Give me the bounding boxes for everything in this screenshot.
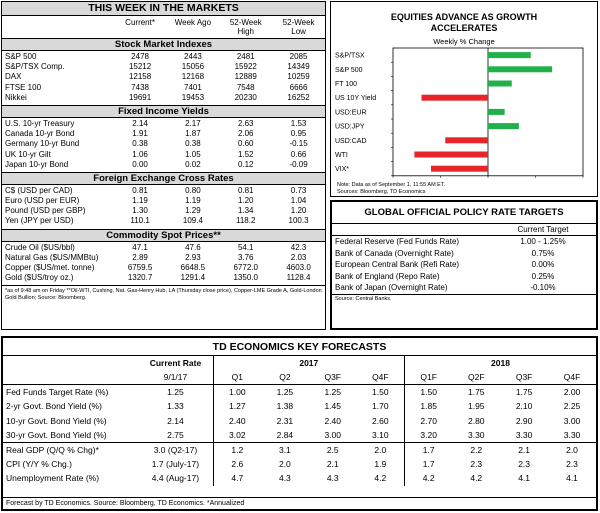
row-value: 0.00 [132,159,148,169]
forecast-value: 2.3 [518,458,531,469]
row-value: 7401 [184,82,202,92]
row-label: UK 10-yr Gilt [5,149,51,159]
policy-row [332,282,596,294]
section-title: Fixed Income Yields [2,105,325,118]
policy-row [332,236,596,248]
row-value: 1291.4 [180,273,206,283]
forecast-value: 1.2 [213,442,261,456]
row-value: 1.05 [185,149,201,159]
policy-row [332,271,596,283]
forecast-value: 1.25 [276,387,294,398]
forecast-value: 2.2 [470,444,483,455]
forecast-label: Fed Funds Target Rate (%) [6,387,109,398]
row-value: 0.60 [237,139,254,149]
forecast-value: 3.10 [372,429,389,440]
forecast-row [3,442,596,456]
chart-category-label: FT 100 [335,81,358,88]
market-row [2,83,325,93]
row-value: 2.89 [132,252,148,262]
forecast-value: 4.2 [470,473,483,484]
forecast-value: 2.10 [515,401,533,412]
forecast-value: 1.95 [467,401,485,412]
forecast-value: 1.27 [213,399,261,413]
forecast-value: 2.6 [213,457,261,471]
row-value: 1128.4 [286,273,311,283]
forecast-value: 1.50 [372,387,389,398]
row-value: 6759.5 [127,263,153,272]
policy-label: Bank of England (Repo Rate) [335,271,440,281]
row-value: 2.06 [237,129,254,139]
forecast-value: 3.00 [324,429,341,440]
row-value: 1.06 [132,149,148,159]
forecast-label: Real GDP (Q/Q % Chg)* [6,444,99,455]
forecast-value: 4.1 [566,473,578,484]
row-value: 14349 [287,62,310,72]
market-row [2,150,325,160]
row-value: 54.1 [237,242,254,252]
row-value: 1350.0 [233,273,258,283]
row-value: 0.38 [132,139,148,149]
row-value: 7438 [131,82,149,92]
col-week-ago: Week Ago [174,18,212,27]
forecast-value: 1.38 [276,401,294,412]
row-value: 1.20 [237,196,254,206]
forecast-row [3,471,596,485]
market-row [2,243,325,253]
market-row [2,206,325,216]
policy-value: -0.10% [530,283,556,292]
market-row [2,139,325,149]
market-row [2,186,325,196]
row-value: -0.09 [289,159,308,169]
policy-value: 0.75% [531,248,555,258]
row-value: 1.91 [132,129,148,139]
policy-row [332,248,596,260]
policy-body [332,235,596,294]
chart-title: EQUITIES ADVANCE AS GROWTH ACCELERATES [390,12,538,33]
forecast-value: 2.5 [326,444,339,455]
forecast-label: 10-yr Govt. Bond Yield (%) [6,415,107,426]
forecast-value: 3.30 [563,429,581,440]
row-value: 2085 [289,52,308,61]
row-value: 4603.0 [286,263,311,272]
quarter-header: Q4F [372,372,389,383]
market-row [2,263,325,273]
row-value: 2.14 [132,118,148,128]
chart-category-label: USD:EUR [335,109,367,117]
row-value: -0.15 [289,139,308,149]
forecast-value: 4.2 [374,473,387,484]
row-label: Copper ($US/met. tonne) [5,263,95,272]
quarter-header: Q4F [563,372,581,383]
chart-note: Note: Data as of September 1, 11:55 AM ET. Sources: Bloomberg, TD Economics [337,182,446,195]
forecast-current: 1.7 (July-17) [151,458,200,469]
forecast-current: 2.75 [167,429,184,440]
row-value: 1320.7 [127,273,153,283]
row-value: 0.12 [237,159,254,169]
chart-bar [431,166,488,172]
row-label: U.S. 10-yr Treasury [5,118,75,128]
forecast-value: 2.90 [515,415,533,426]
forecast-row [3,385,596,399]
row-label: Nikkei [5,92,27,102]
row-value: 100.3 [288,216,309,226]
policy-label: Federal Reserve (Fed Funds Rate) [335,237,460,246]
section-title: Foreign Exchange Cross Rates [2,172,325,185]
equities-chart [331,46,597,178]
row-label: Pound (USD per GBP) [5,206,86,216]
forecast-value: 2.0 [566,444,578,455]
forecast-value: 1.25 [324,387,341,398]
section-title: Commodity Spot Prices** [2,229,325,242]
forecast-value: 3.00 [563,415,581,426]
chart-bar [488,52,531,58]
forecast-value: 1.85 [405,399,453,413]
chart-bar [414,152,488,158]
forecast-label: CPI (Y/Y % Chg.) [6,458,72,469]
row-value: 1.34 [237,206,254,216]
row-value: 12168 [181,72,205,82]
policy-label: European Central Bank (Refi Rate) [335,260,460,269]
forecast-value: 3.20 [405,428,453,442]
row-value: 15922 [234,62,257,72]
forecast-value: 2.31 [276,415,294,426]
row-value: 110.1 [130,216,150,226]
market-row [2,72,325,82]
chart-bar [488,66,552,72]
forecast-row [3,428,596,442]
markets-footnote: *as of 9:48 am on Friday **Oil-WTI, Cushing, Nat. Gas-Henry Hub, LA (Thursday close price), Copper-LME Grade A, Gold-London Gold Bullion; Source: Bloomberg. [2,285,325,303]
row-value: 1.20 [290,206,307,216]
row-label: Yen (JPY per USD) [5,216,74,226]
current-rate-header: Current Rate [149,358,202,369]
chart-bar [488,81,512,87]
forecast-value: 3.1 [278,444,291,455]
row-value: 20230 [234,92,257,102]
markets-body [2,38,325,285]
row-value: 2.03 [290,252,307,262]
markets-title: THIS WEEK IN THE MARKETS [2,2,325,16]
forecasts-table [3,356,596,486]
forecast-label: 2-yr Govt. Bond Yield (%) [6,401,102,412]
row-value: 1.52 [237,149,254,159]
row-value: 19691 [128,92,152,102]
row-value: 2481 [236,52,255,61]
row-value: 0.80 [185,185,201,195]
row-label: S&P/TSX Comp. [5,62,65,72]
row-value: 0.66 [290,149,307,159]
row-value: 0.95 [290,129,307,139]
quarter-header: Q1F [405,370,453,384]
market-row [2,216,325,226]
forecast-label: Unemployment Rate (%) [6,473,100,484]
year1-header: 2017 [213,356,404,370]
row-value: 0.73 [290,185,307,195]
row-value: 1.87 [185,129,201,139]
quarter-header: Q2 [279,372,291,383]
section-title: Stock Market Indexes [2,38,325,51]
forecast-label: 30-yr Govt. Bond Yield (%) [6,429,107,440]
market-row [2,93,325,103]
forecast-value: 1.9 [374,458,387,469]
policy-value: 1.00 - 1.25% [520,237,566,246]
chart-bar [445,137,488,143]
row-value: 2.17 [185,118,201,128]
forecast-value: 3.30 [515,429,533,440]
chart-category-label: USD:JPY [335,123,365,131]
forecast-value: 2.40 [324,415,341,426]
row-value: 0.02 [185,159,201,169]
forecast-value: 1.50 [405,385,453,399]
chart-subtitle: Weekly % Change [433,37,495,46]
forecast-value: 2.40 [213,414,261,428]
row-value: 118.2 [236,216,256,226]
row-label: C$ (USD per CAD) [5,185,73,195]
row-value: 1.19 [132,196,148,206]
row-value: 2443 [184,52,202,61]
forecast-value: 2.1 [518,444,531,455]
year2-header: 2018 [405,356,597,370]
row-value: 1.30 [132,206,148,216]
row-value: 7548 [236,82,255,92]
market-row [2,129,325,139]
forecasts-panel [1,336,598,511]
policy-source: Source: Central Banks. [332,294,596,303]
policy-label: Bank of Canada (Overnight Rate) [335,248,454,258]
forecast-value: 2.84 [276,429,294,440]
quarter-header: Q3F [324,372,341,383]
row-value: 42.3 [290,242,307,252]
markets-panel [1,1,326,330]
row-label: Germany 10-yr Bund [5,139,80,149]
chart-category-label: S&P/TSX [335,52,365,60]
forecast-value: 4.3 [326,473,339,484]
row-label: Japan 10-yr Bond [5,159,69,169]
quarter-header: Q2F [468,372,485,383]
chart-category-label: WTI [335,152,348,159]
row-label: Natural Gas ($US/MMBtu) [5,252,99,262]
chart-category-label: US 10Y Yield [335,95,377,103]
forecast-value: 1.7 [405,442,453,456]
forecast-row [3,399,596,413]
policy-value: 0.25% [531,271,555,281]
chart-category-label: USD:CAD [335,137,367,145]
forecast-value: 2.00 [563,387,581,398]
row-value: 2.63 [237,118,254,128]
policy-value: 0.00% [531,260,555,269]
market-row [2,52,325,62]
current-date: 9/1/17 [163,372,188,383]
chart-bar [488,123,519,129]
row-value: 47.6 [185,242,201,252]
row-label: Gold ($US/troy oz.) [5,273,74,283]
row-value: 3.76 [237,252,254,262]
forecast-value: 2.80 [467,415,485,426]
row-value: 15056 [181,62,205,72]
row-value: 2478 [131,52,149,61]
forecast-value: 2.0 [278,458,291,469]
row-value: 1.29 [185,206,201,216]
forecast-value: 2.0 [374,444,387,455]
forecast-value: 2.1 [326,458,339,469]
forecast-value: 2.3 [470,458,483,469]
forecast-value: 1.00 [213,385,261,399]
forecast-value: 4.7 [213,471,261,485]
col-52w-high: 52-Week High [229,18,262,36]
forecast-row [3,414,596,428]
row-value: 0.81 [132,185,148,195]
market-row [2,273,325,283]
forecast-value: 1.75 [515,387,533,398]
row-label: Canada 10-yr Bond [5,129,75,139]
policy-row [332,259,596,271]
forecast-value: 2.3 [566,458,578,469]
forecast-value: 2.60 [372,415,389,426]
row-value: 10259 [287,72,310,82]
row-label: DAX [5,72,22,82]
row-value: 0.38 [185,139,201,149]
policy-label: Bank of Japan (Overnight Rate) [335,283,448,292]
row-value: 12889 [234,72,257,82]
col-current: Current* [125,18,155,27]
chart-bar [488,109,505,115]
row-label: Euro (USD per EUR) [5,196,80,206]
row-value: 1.04 [290,196,307,206]
forecast-value: 1.45 [324,401,341,412]
row-value: 1.19 [185,196,201,206]
forecast-value: 1.70 [372,401,389,412]
market-row [2,160,325,170]
row-value: 1.53 [290,118,307,128]
row-value: 6648.5 [180,263,206,272]
market-row [2,253,325,263]
quarter-header: Q1 [213,370,261,384]
forecast-current: 3.0 (Q2-17) [153,444,198,455]
policy-title: GLOBAL OFFICIAL POLICY RATE TARGETS [332,202,596,224]
row-value: 6666 [289,82,308,92]
forecast-value: 4.2 [405,471,453,485]
market-row [2,119,325,129]
row-label: Crude Oil ($US/bbl) [5,242,75,252]
markets-header [2,16,325,38]
forecast-current: 2.14 [167,415,184,426]
row-value: 47.1 [132,242,148,252]
forecasts-title: TD ECONOMICS KEY FORECASTS [3,338,596,356]
market-row [2,62,325,72]
forecast-value: 1.75 [467,387,485,398]
chart-category-label: VIX* [335,166,350,174]
forecast-value: 4.1 [518,473,531,484]
market-row [2,196,325,206]
forecast-value: 3.02 [213,428,261,442]
forecast-current: 4.4 (Aug-17) [151,473,200,484]
row-value: 19453 [181,92,205,102]
row-value: 6772.0 [233,263,258,272]
forecast-value: 4.3 [278,473,291,484]
col-52w-low: 52-Week Low [282,18,315,36]
row-value: 15212 [128,62,152,72]
forecast-value: 2.70 [405,414,453,428]
forecasts-footer: Forecast by TD Economics. Source: Bloomberg, TD Economics. *Annualized [3,497,596,509]
row-label: S&P 500 [5,52,37,61]
chart-bar [422,95,489,101]
row-value: 0.81 [237,185,254,195]
row-value: 12158 [128,72,152,82]
policy-header: Current Target [517,225,569,234]
row-label: FTSE 100 [5,82,42,92]
forecast-value: 1.7 [405,457,453,471]
forecast-row [3,457,596,471]
quarter-header: Q3F [515,372,533,383]
forecast-current: 1.33 [167,401,184,412]
forecast-current: 1.25 [167,387,184,398]
chart-category-label: S&P 500 [335,66,363,74]
policy-panel [330,200,598,330]
forecast-value: 3.30 [467,429,485,440]
row-value: 2.93 [185,252,201,262]
row-value: 109.4 [182,216,203,226]
equities-chart-panel [330,1,598,197]
row-value: 16252 [287,92,310,102]
forecast-value: 2.25 [563,401,581,412]
